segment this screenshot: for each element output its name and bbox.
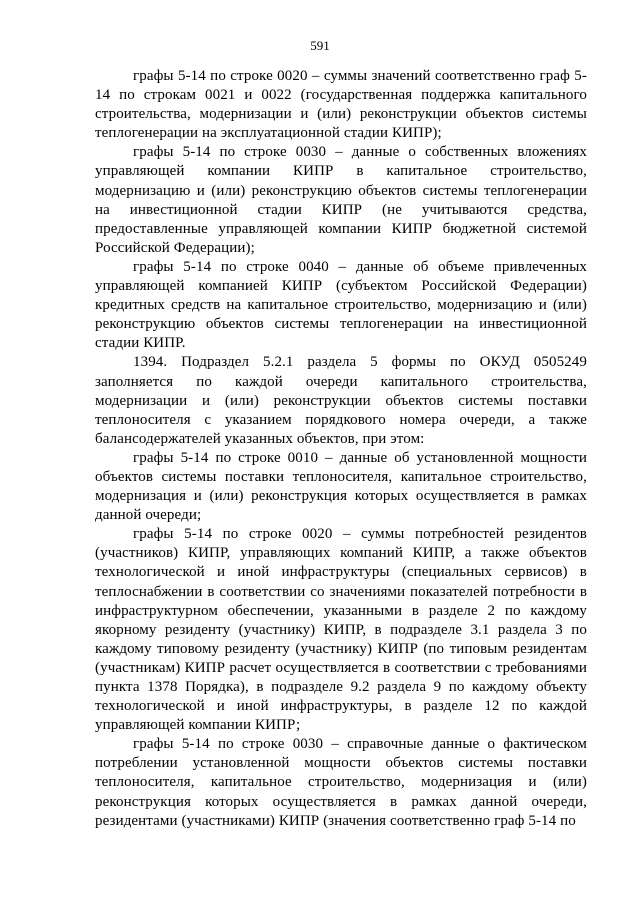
paragraph-line-0040-credit-funds: графы 5-14 по строке 0040 – данные об объеме привлеченных управляющей компанией КИПР (субъектом Российской Федерации) кредитных средств на капитальное строительство, модернизацию и (или) реконструкцию объектов системы теплогенерации на инвестиционной стадии КИПР. (95, 258, 587, 352)
page-number: 591 (310, 38, 330, 53)
paragraph-line-0020-residents-needs: графы 5-14 по строке 0020 – суммы потребностей резидентов (участников) КИПР, управляющих компаний КИПР, а также объектов технологической и иной инфраструктуры (специальных сервисов) в теплоснабжении в соответствии со значениями показателей потребности в инфраструктурном обеспечении, указанными в разделе 2 по каждому якорному резиденту (участнику) КИПР, в подразделе 3.1 раздела 3 по каждому типовому резиденту (участнику) КИПР (по типовым резидентам (участникам) КИПР расчет осуществляется в соответствии с требованиями пункта 1378 Порядка), в подразделе 9.2 раздела 9 по каждому объекту технологической и иной инфраструктуры, в разделе 12 по каждой управляющей компании КИПР; (95, 526, 587, 734)
paragraph-line-0010-installed-capacity: графы 5-14 по строке 0010 – данные об установленной мощности объектов системы поставки теплоносителя, капитальное строительство, модернизация и (или) реконструкция которых осуществляется в рамках данной очереди; (95, 449, 587, 524)
paragraph-line-0030-actual-consumption: графы 5-14 по строке 0030 – справочные данные о фактическом потреблении установленной мощности объектов системы поставки теплоносителя, капитальное строительство, модернизация и (или) реконструкция которых осуществляется в рамках данной очереди, резидентами (участниками) КИПР (значения соответственно граф 5-14 по (95, 736, 587, 829)
paragraph-line-0020-sum: графы 5-14 по строке 0020 – суммы значений соответственно граф 5-14 по строкам 0021 и 0022 (государственная поддержка капитального строительства, модернизации и (или) реконструкции объектов системы теплогенерации на эксплуатационной стадии КИПР); (95, 68, 587, 142)
paragraph-line-0030-own-investments: графы 5-14 по строке 0030 – данные о собственных вложениях управляющей компании КИПР в капитальное строительство, модернизацию и (или) реконструкцию объектов системы теплогенерации на инвестиционной стадии КИПР (не учитываются средства, предоставленные управляющей компании КИПР бюджетной системой Российской Федерации); (95, 144, 587, 256)
page-body (95, 67, 587, 831)
paragraph-item-1394: 1394. Подраздел 5.2.1 раздела 5 формы по ОКУД 0505249 заполняется по каждой очереди капитального строительства, модернизации и (или) реконструкции объектов системы поставки теплоносителя с указанием порядкового номера очереди, а также балансодержателей указанных объектов, при этом: (95, 354, 587, 447)
